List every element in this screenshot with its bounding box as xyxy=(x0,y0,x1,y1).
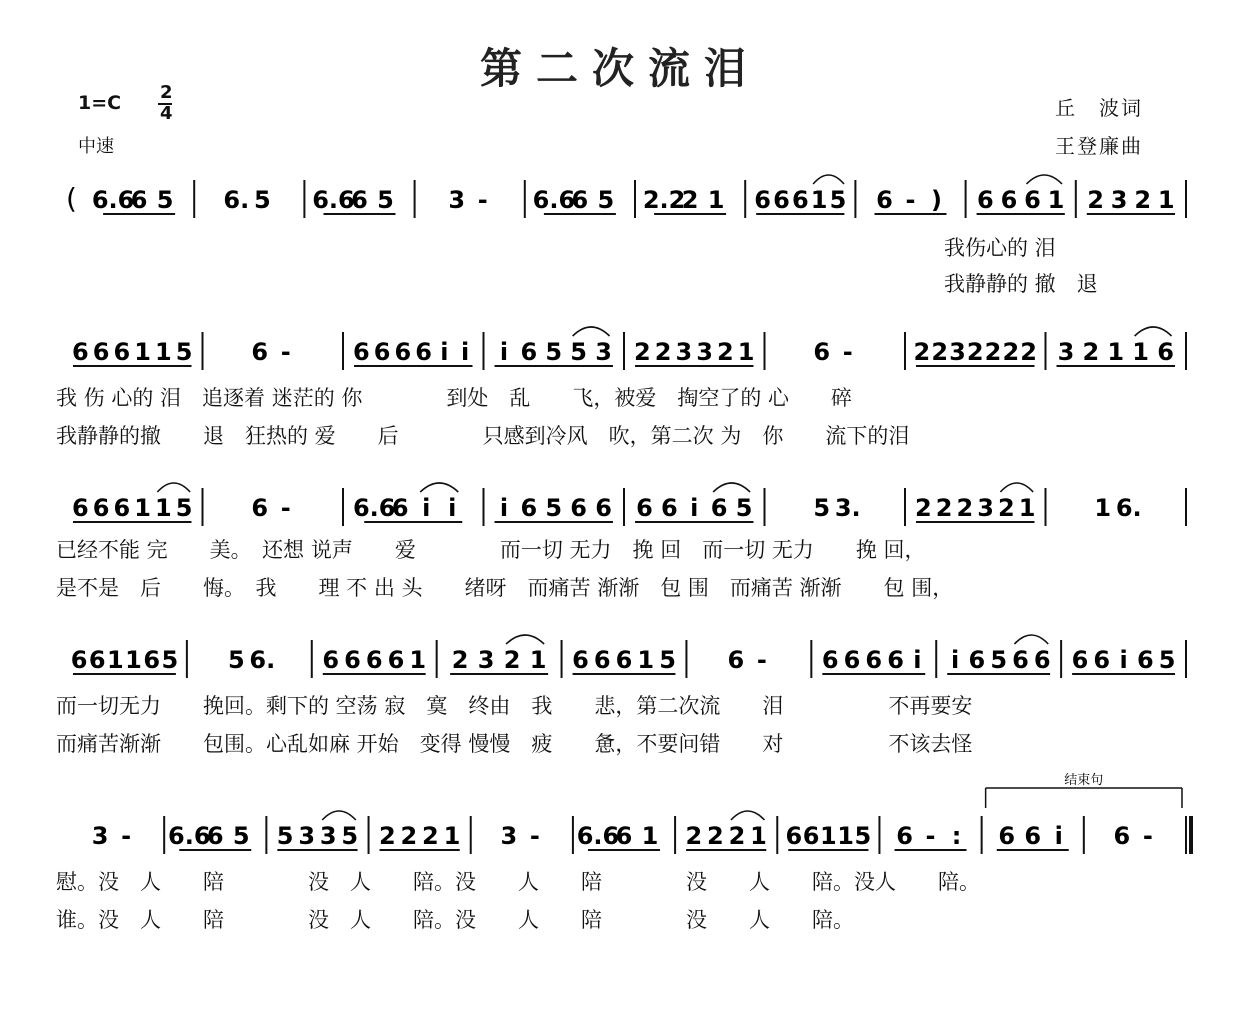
note-digit: 1 xyxy=(1018,494,1036,522)
note-digit: i xyxy=(690,494,699,522)
note-digit: 6 xyxy=(660,494,678,522)
note-digit: 6 xyxy=(977,186,994,214)
slur-arc xyxy=(1135,327,1172,336)
song-title: 第二次流泪 xyxy=(479,44,760,93)
note-digit: 6 xyxy=(391,494,409,522)
note-digit: 6 xyxy=(896,822,913,850)
note-digit: 1 xyxy=(637,646,655,674)
note-digit: - xyxy=(121,822,132,850)
note-digit: 5 xyxy=(232,822,250,850)
note-digit: 5 xyxy=(735,494,753,522)
lyric-line: 我伤心的 泪 xyxy=(944,236,1056,260)
note-digit: 6 xyxy=(968,646,986,674)
note-digit: 6 xyxy=(387,646,405,674)
note-digit: ) xyxy=(931,186,942,214)
note-digit: 3 xyxy=(1057,338,1075,366)
note-digit: 6 xyxy=(344,646,361,674)
note-digit: 6 xyxy=(998,822,1016,850)
note-digit: 1 xyxy=(155,338,172,366)
note-digit: 3 xyxy=(949,338,966,366)
note-digit: 1 xyxy=(837,822,854,850)
note-digit: 6 xyxy=(351,186,368,214)
note-digit: 6 xyxy=(876,186,893,214)
slur-arc xyxy=(813,175,844,184)
slur-arc xyxy=(322,811,356,820)
note-digit: 6 xyxy=(595,494,612,522)
slur-arc xyxy=(1014,635,1048,644)
lyric-line: 慰。没 人 陪 没 人 陪。没 人 陪 没 人 陪。没人 陪。 xyxy=(56,870,980,894)
note-digit: 1 xyxy=(1157,186,1175,214)
note-digit: 1 xyxy=(1047,186,1065,214)
note-digit: 3. xyxy=(834,494,861,522)
note-digit: 5 xyxy=(854,822,872,850)
note-digit: 1 xyxy=(107,646,124,674)
note-digit: 3 xyxy=(675,338,693,366)
note-digit: 6 xyxy=(791,186,809,214)
key-signature: 1=C xyxy=(78,92,122,114)
note-digit: 6. xyxy=(249,646,276,674)
note-digit: - xyxy=(280,494,291,522)
note-digit: 2 xyxy=(966,338,984,366)
note-digit: 3 xyxy=(595,338,612,366)
note-digit: i xyxy=(499,338,509,366)
note-digit: i xyxy=(422,494,431,522)
note-digit: 5 xyxy=(545,338,563,366)
note-digit: 3 xyxy=(91,822,109,850)
note-digit: i xyxy=(913,646,922,674)
note-digit: i xyxy=(1054,822,1063,850)
note-digit: 6.6 xyxy=(168,822,211,850)
note-digit: 6 xyxy=(593,646,611,674)
note-digit: 6.6 xyxy=(91,186,135,214)
slur-arc xyxy=(713,483,750,492)
note-digit: 2 xyxy=(717,338,734,366)
note-digit: 6 xyxy=(353,338,370,366)
note-digit: 1 xyxy=(155,494,172,522)
note-digit: 5 xyxy=(341,822,359,850)
note-digit: 2 xyxy=(1082,338,1100,366)
note-digit: 3 xyxy=(448,186,466,214)
note-digit: 6.6 xyxy=(352,494,396,522)
note-digit: i xyxy=(499,494,509,522)
lyric-line: 是不是 后 悔。 我 理 不 出 头 绪呀 而痛苦 渐渐 包 围 而痛苦 渐渐 包 围， xyxy=(56,576,954,600)
note-digit: 6 xyxy=(843,646,861,674)
note-digit: 6 xyxy=(865,646,883,674)
note-digit: 3 xyxy=(319,822,337,850)
note-digit: 6 xyxy=(710,494,728,522)
note-digit: 6 xyxy=(520,494,538,522)
note-digit: 1 xyxy=(820,822,837,850)
slur-arc xyxy=(1000,483,1033,492)
note-digit: 2 xyxy=(1020,338,1037,366)
note-digit: 2 xyxy=(451,646,469,674)
note-digit: 1 xyxy=(737,338,755,366)
note-digit: 6 xyxy=(415,338,432,366)
note-digit: 6 xyxy=(773,186,790,214)
note-digit: 6 xyxy=(251,494,269,522)
note-digit: 6 xyxy=(92,338,110,366)
row-lead-paren: ( xyxy=(66,182,77,215)
note-digit: 6 xyxy=(1024,186,1041,214)
note-digit: - xyxy=(925,822,936,850)
note-digit: - xyxy=(756,646,767,674)
slur-arc xyxy=(1026,175,1062,184)
note-digit: 5 xyxy=(570,338,588,366)
note-digit: 6 xyxy=(88,646,106,674)
lyric-line: 而一切无力 挽回。剩下的 空荡 寂 寞 终由 我 悲，第二次流 泪 不再要安 xyxy=(56,694,973,718)
note-digit: 2 xyxy=(685,822,703,850)
note-digit: 1 xyxy=(134,494,151,522)
time-signature-bottom: 4 xyxy=(160,103,173,124)
note-digit: - xyxy=(280,338,291,366)
note-digit: 6 xyxy=(92,494,110,522)
note-digit: 2 xyxy=(998,494,1015,522)
lyric-line: 我 伤 心的 泪 追逐着 迷茫的 你 到处 乱 飞，被爱 掏空了的 心 碎 xyxy=(56,386,853,410)
note-digit: 1 xyxy=(1132,338,1150,366)
note-digit: 1 xyxy=(1107,338,1125,366)
note-digit: 6 xyxy=(251,338,269,366)
note-digit: 6 xyxy=(615,646,633,674)
note-digit: 1 xyxy=(641,822,659,850)
note-digit: 2 xyxy=(1002,338,1020,366)
note-digit: 6 xyxy=(1012,646,1029,674)
note-digit: 2 xyxy=(378,822,396,850)
note-digit: : xyxy=(951,822,962,850)
note-digit: 5 xyxy=(545,494,563,522)
note-digit: 2 xyxy=(707,822,724,850)
note-digit: 6 xyxy=(72,494,89,522)
note-digit: 6 xyxy=(1071,646,1089,674)
slur-arc xyxy=(506,635,544,644)
note-digit: 5 xyxy=(813,494,831,522)
note-digit: 5 xyxy=(253,186,271,214)
note-digit: 2 xyxy=(400,822,418,850)
note-digit: 1 xyxy=(134,338,151,366)
note-digit: 1 xyxy=(1094,494,1112,522)
note-digit: 6 xyxy=(570,494,588,522)
note-digit: 5 xyxy=(175,494,193,522)
note-digit: 2 xyxy=(681,186,699,214)
note-digit: 3 xyxy=(977,494,994,522)
lyric-line: 已经不能 完 美。 还想 说声 爱 而一切 无力 挽 回 而一切 无力 挽 回， xyxy=(56,538,926,562)
note-digit: 2 xyxy=(634,338,651,366)
note-digit: 6 xyxy=(572,646,589,674)
note-digit: 6.6 xyxy=(576,822,620,850)
note-digit: 6 xyxy=(821,646,839,674)
note-digit: 5 xyxy=(1158,646,1176,674)
lyric-line: 我静静的 撤 退 xyxy=(944,272,1098,296)
note-digit: 6 xyxy=(394,338,412,366)
note-digit: 3 xyxy=(477,646,495,674)
note-digit: 6 xyxy=(1157,338,1174,366)
note-digit: 2 xyxy=(1134,186,1152,214)
note-digit: 5 xyxy=(659,646,676,674)
note-digit: 6 xyxy=(113,338,131,366)
note-digit: 5 xyxy=(829,186,847,214)
note-digit: 6 xyxy=(130,186,148,214)
tempo-marking: 中速 xyxy=(78,136,114,157)
note-digit: 6 xyxy=(571,186,589,214)
composer-credit: 王登廉曲 xyxy=(1055,134,1143,158)
note-digit: - xyxy=(1142,822,1153,850)
ending-label: 结束句 xyxy=(1064,773,1104,788)
lyric-line: 而痛苦渐渐 包围。心乱如麻 开始 变得 慢慢 疲 惫，不要问错 对 不该去怪 xyxy=(56,732,973,756)
note-digit: 6 xyxy=(1093,646,1111,674)
note-digit: 3 xyxy=(1110,186,1128,214)
note-digit: 6 xyxy=(754,186,771,214)
note-digit: i xyxy=(1119,646,1128,674)
note-digit: 6.6 xyxy=(312,186,355,214)
note-digit: 6 xyxy=(113,494,131,522)
note-digit: i xyxy=(440,338,449,366)
note-digit: 2 xyxy=(1087,186,1104,214)
note-digit: 2 xyxy=(935,494,953,522)
note-digit: 6 xyxy=(887,646,904,674)
note-digit: - xyxy=(529,822,540,850)
note-digit: 2 xyxy=(503,646,521,674)
note-digit: 6 xyxy=(206,822,224,850)
note-digit: 3 xyxy=(500,822,518,850)
note-digit: 6 xyxy=(727,646,745,674)
note-digit: 6 xyxy=(72,338,89,366)
note-digit: 6.6 xyxy=(532,186,576,214)
note-digit: 5 xyxy=(161,646,179,674)
note-digit: 3 xyxy=(696,338,713,366)
slur-arc xyxy=(573,327,610,336)
note-digit: 5 xyxy=(227,646,245,674)
note-digit: 6. xyxy=(223,186,250,214)
note-digit: 1 xyxy=(810,186,828,214)
note-digit: - xyxy=(842,338,853,366)
note-digit: 6 xyxy=(785,822,803,850)
note-digit: 6 xyxy=(520,338,538,366)
note-digit: 6 xyxy=(373,338,391,366)
note-digit: 6 xyxy=(1024,822,1042,850)
lyricist-credit: 丘 波词 xyxy=(1055,96,1143,120)
note-digit: 6. xyxy=(1115,494,1142,522)
note-digit: 6 xyxy=(322,646,340,674)
time-signature-top: 2 xyxy=(160,82,173,103)
note-digit: 2 xyxy=(984,338,1002,366)
note-digit: 2 xyxy=(422,822,439,850)
note-digit: 2 xyxy=(915,494,932,522)
note-digit: 2.2 xyxy=(642,186,686,214)
lyric-line: 谁。没 人 陪 没 人 陪。没 人 陪 没 人 陪。 xyxy=(56,908,854,932)
note-digit: 1 xyxy=(707,186,725,214)
note-digit: 6 xyxy=(802,822,820,850)
note-digit: 6 xyxy=(1113,822,1131,850)
note-digit: 5 xyxy=(377,186,394,214)
note-digit: 5 xyxy=(597,186,615,214)
note-digit: 5 xyxy=(156,186,174,214)
note-digit: 6 xyxy=(143,646,161,674)
note-digit: - xyxy=(477,186,488,214)
note-digit: 1 xyxy=(125,646,142,674)
note-digit: 1 xyxy=(750,822,767,850)
note-digit: 2 xyxy=(913,338,931,366)
note-digit: 6 xyxy=(813,338,831,366)
note-digit: 6 xyxy=(365,646,383,674)
note-digit: 6 xyxy=(1033,646,1051,674)
note-digit: 2 xyxy=(931,338,949,366)
note-digit: 2 xyxy=(956,494,974,522)
note-digit: 2 xyxy=(728,822,746,850)
note-digit: 5 xyxy=(175,338,193,366)
note-digit: 5 xyxy=(276,822,294,850)
note-digit: i xyxy=(448,494,457,522)
slur-arc xyxy=(157,483,190,492)
slur-arc xyxy=(420,483,458,492)
note-digit: 3 xyxy=(298,822,316,850)
note-digit: 6 xyxy=(70,646,88,674)
note-digit: i xyxy=(461,338,470,366)
note-digit: 1 xyxy=(443,822,461,850)
note-digit: 1 xyxy=(529,646,547,674)
note-digit: - xyxy=(905,186,916,214)
note-digit: i xyxy=(950,646,960,674)
note-digit: 6 xyxy=(615,822,633,850)
note-digit: 6 xyxy=(636,494,653,522)
note-digit: 6 xyxy=(1000,186,1018,214)
note-digit: 5 xyxy=(990,646,1008,674)
note-digit: 6 xyxy=(1136,646,1154,674)
lyric-line: 我静静的撤 退 狂热的 爱 后 只感到冷风 吹，第二次 为 你 流下的泪 xyxy=(56,424,910,448)
note-digit: 1 xyxy=(409,646,427,674)
slur-arc xyxy=(731,811,765,820)
note-digit: 2 xyxy=(654,338,672,366)
